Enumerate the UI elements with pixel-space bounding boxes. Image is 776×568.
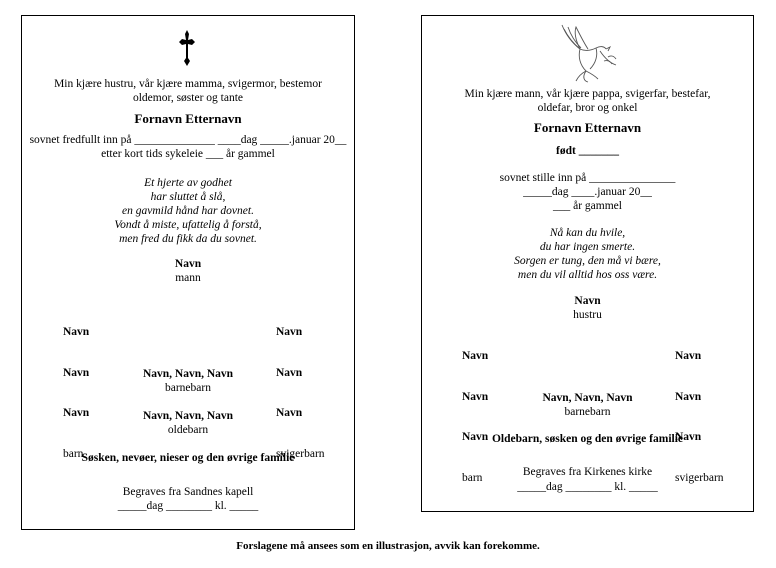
- funeral-line-1: Begraves fra Sandnes kapell: [122, 486, 254, 498]
- funeral-line-2: _____dag ________ kl. _____: [517, 481, 658, 493]
- poem-line: men fred du fikk da du sovnet.: [119, 233, 257, 245]
- spouse-role: mann: [175, 272, 201, 284]
- born-line: født _______: [556, 145, 619, 157]
- inlaw-name: Navn: [675, 390, 702, 403]
- inlaws-role: svigerbarn: [276, 447, 325, 460]
- inlaw-name: Navn: [675, 350, 702, 362]
- deceased-name: Fornavn Etternavn: [533, 120, 642, 135]
- child-name: Navn: [462, 390, 489, 403]
- death-line-1: sovnet stille inn på _______________: [499, 172, 676, 184]
- child-name: Navn: [63, 326, 90, 338]
- inlaw-name: Navn: [276, 407, 303, 419]
- child-name: Navn: [63, 366, 90, 379]
- intro-line-1: Min kjære hustru, vår kjære mamma, svigermor, bestemor: [54, 78, 322, 90]
- spouse-name: Navn: [574, 295, 601, 307]
- poem-line: Et hjerte av godhet: [144, 177, 232, 189]
- poem-line: har sluttet å slå,: [150, 191, 226, 203]
- funeral-line-1: Begraves fra Kirkenes kirke: [522, 466, 653, 478]
- family-line: Søsken, nevøer, nieser og den øvrige familie: [81, 452, 295, 464]
- intro-line-2: oldefar, bror og onkel: [537, 102, 638, 114]
- disclaimer-footer: Forslagene må ansees som en illustrasjon, avvik kan forekomme.: [236, 540, 540, 552]
- intro-line-1: Min kjære mann, vår kjære pappa, svigerfar, bestefar,: [464, 88, 711, 100]
- greatgrandchildren-role: oldebarn: [167, 424, 209, 436]
- poem-line: Nå kan du hvile,: [549, 227, 626, 239]
- death-line-3: ___ år gammel: [553, 200, 622, 212]
- death-line-2: etter kort tids sykeleie ___ år gammel: [101, 148, 275, 160]
- poem-line: Sorgen er tung, den må vi bære,: [514, 255, 661, 267]
- family-line: Oldebarn, søsken og den øvrige familie: [491, 433, 684, 445]
- grandchildren-names: Navn, Navn, Navn: [542, 392, 633, 404]
- funeral-line-2: _____dag ________ kl. _____: [117, 500, 259, 512]
- dove-icon: [556, 21, 620, 83]
- inlaw-name: Navn: [276, 366, 303, 379]
- poem-line: men du vil alltid hos oss være.: [517, 269, 658, 281]
- greatgrandchildren-names: Navn, Navn, Navn: [142, 410, 234, 422]
- poem-line: en gavmild hånd har dovnet.: [122, 205, 254, 217]
- poem-line: Vondt å miste, ufattelig å forstå,: [114, 219, 262, 231]
- poem-line: du har ingen smerte.: [539, 241, 636, 253]
- child-name: Navn: [63, 407, 90, 419]
- intro-line-2: oldemor, søster og tante: [132, 92, 244, 104]
- inlaw-name: Navn: [276, 326, 303, 338]
- child-name: Navn: [462, 431, 489, 443]
- spouse-role: hustru: [573, 309, 602, 321]
- obituary-card-right: [421, 15, 754, 512]
- cross-icon: [177, 28, 197, 68]
- spouse-name: Navn: [174, 258, 202, 270]
- death-line-1: sovnet fredfullt inn på ______________ ____dag _____.januar 20__: [29, 134, 347, 146]
- death-line-2: _____dag ____.januar 20__: [523, 186, 652, 198]
- deceased-name: Fornavn Etternavn: [134, 111, 242, 126]
- inlaws-role: svigerbarn: [675, 471, 724, 484]
- grandchildren-role: barnebarn: [165, 382, 211, 394]
- child-name: Navn: [462, 350, 489, 362]
- grandchildren-names: Navn, Navn, Navn: [142, 368, 234, 380]
- children-role: barn: [462, 471, 483, 484]
- inlaw-name: Navn: [675, 431, 702, 443]
- grandchildren-role: barnebarn: [564, 406, 611, 418]
- children-role: barn: [63, 447, 84, 460]
- obituary-card-left: [21, 15, 355, 530]
